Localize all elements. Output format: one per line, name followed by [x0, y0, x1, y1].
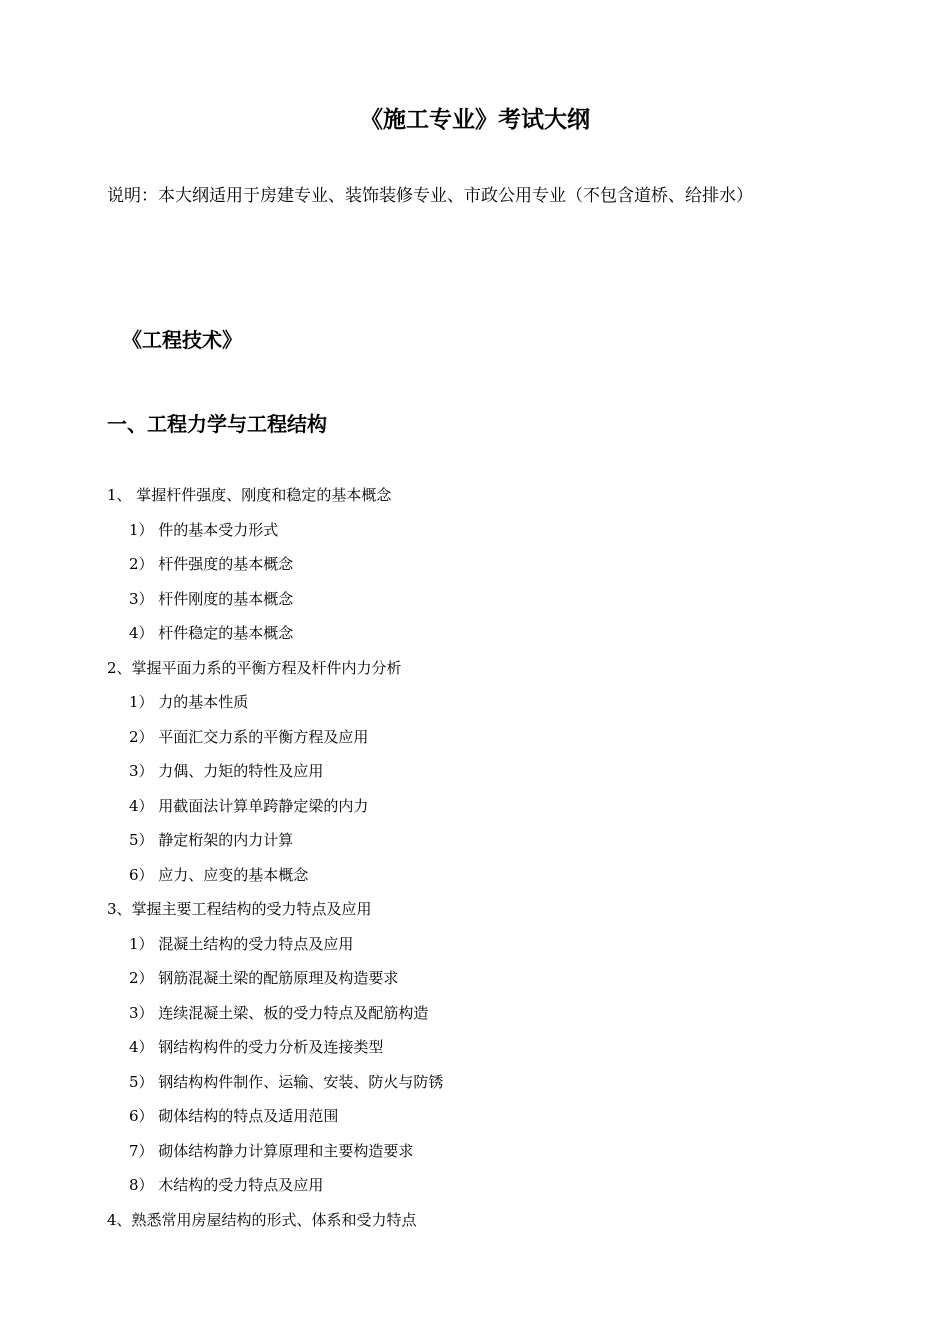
- outline-subitem: 6） 砌体结构的特点及适用范围: [129, 1107, 339, 1125]
- outline-subitem: 1） 力的基本性质: [129, 693, 249, 711]
- outline-subitem: 7） 砌体结构静力计算原理和主要构造要求: [129, 1141, 414, 1160]
- outline-subitem: 4） 钢结构构件的受力分析及连接类型: [129, 1038, 384, 1056]
- outline-subitem: 3） 连续混凝土梁、板的受力特点及配筋构造: [129, 1003, 429, 1022]
- outline-subitem: 3） 力偶、力矩的特性及应用: [129, 762, 324, 780]
- outline-subitem: 5） 钢结构构件制作、运输、安装、防火与防锈: [129, 1072, 444, 1091]
- outline-subitem: 2） 钢筋混凝土梁的配筋原理及构造要求: [129, 969, 399, 987]
- document-title: 《施工专业》考试大纲: [360, 107, 590, 133]
- outline-subitem: 3） 杆件刚度的基本概念: [129, 589, 294, 608]
- outline-item: 3、掌握主要工程结构的受力特点及应用: [107, 900, 372, 918]
- outline-subitem: 4） 用截面法计算单跨静定梁的内力: [129, 796, 369, 815]
- outline-subitem: 1） 混凝土结构的受力特点及应用: [129, 934, 354, 953]
- outline-item: 2、掌握平面力系的平衡方程及杆件内力分析: [107, 658, 402, 677]
- section-title: 《工程技术》: [122, 328, 242, 352]
- outline-subitem: 1） 件的基本受力形式: [129, 520, 279, 539]
- outline-subitem: 2） 杆件强度的基本概念: [129, 555, 294, 573]
- outline-subitem: 8） 木结构的受力特点及应用: [129, 1176, 324, 1194]
- outline-subitem: 4） 杆件稳定的基本概念: [129, 624, 294, 642]
- outline-list: [107, 478, 443, 1237]
- outline-subitem: 2） 平面汇交力系的平衡方程及应用: [129, 727, 369, 746]
- outline-item: 4、熟悉常用房屋结构的形式、体系和受力特点: [107, 1210, 417, 1229]
- chapter-title: 一、工程力学与工程结构: [107, 412, 327, 436]
- outline-item: 1、 掌握杆件强度、刚度和稳定的基本概念: [107, 486, 392, 504]
- scope-note: 说明：本大纲适用于房建专业、装饰装修专业、市政公用专业（不包含道桥、给排水）: [107, 186, 753, 206]
- outline-subitem: 6） 应力、应变的基本概念: [129, 865, 309, 884]
- outline-subitem: 5） 静定桁架的内力计算: [129, 831, 294, 849]
